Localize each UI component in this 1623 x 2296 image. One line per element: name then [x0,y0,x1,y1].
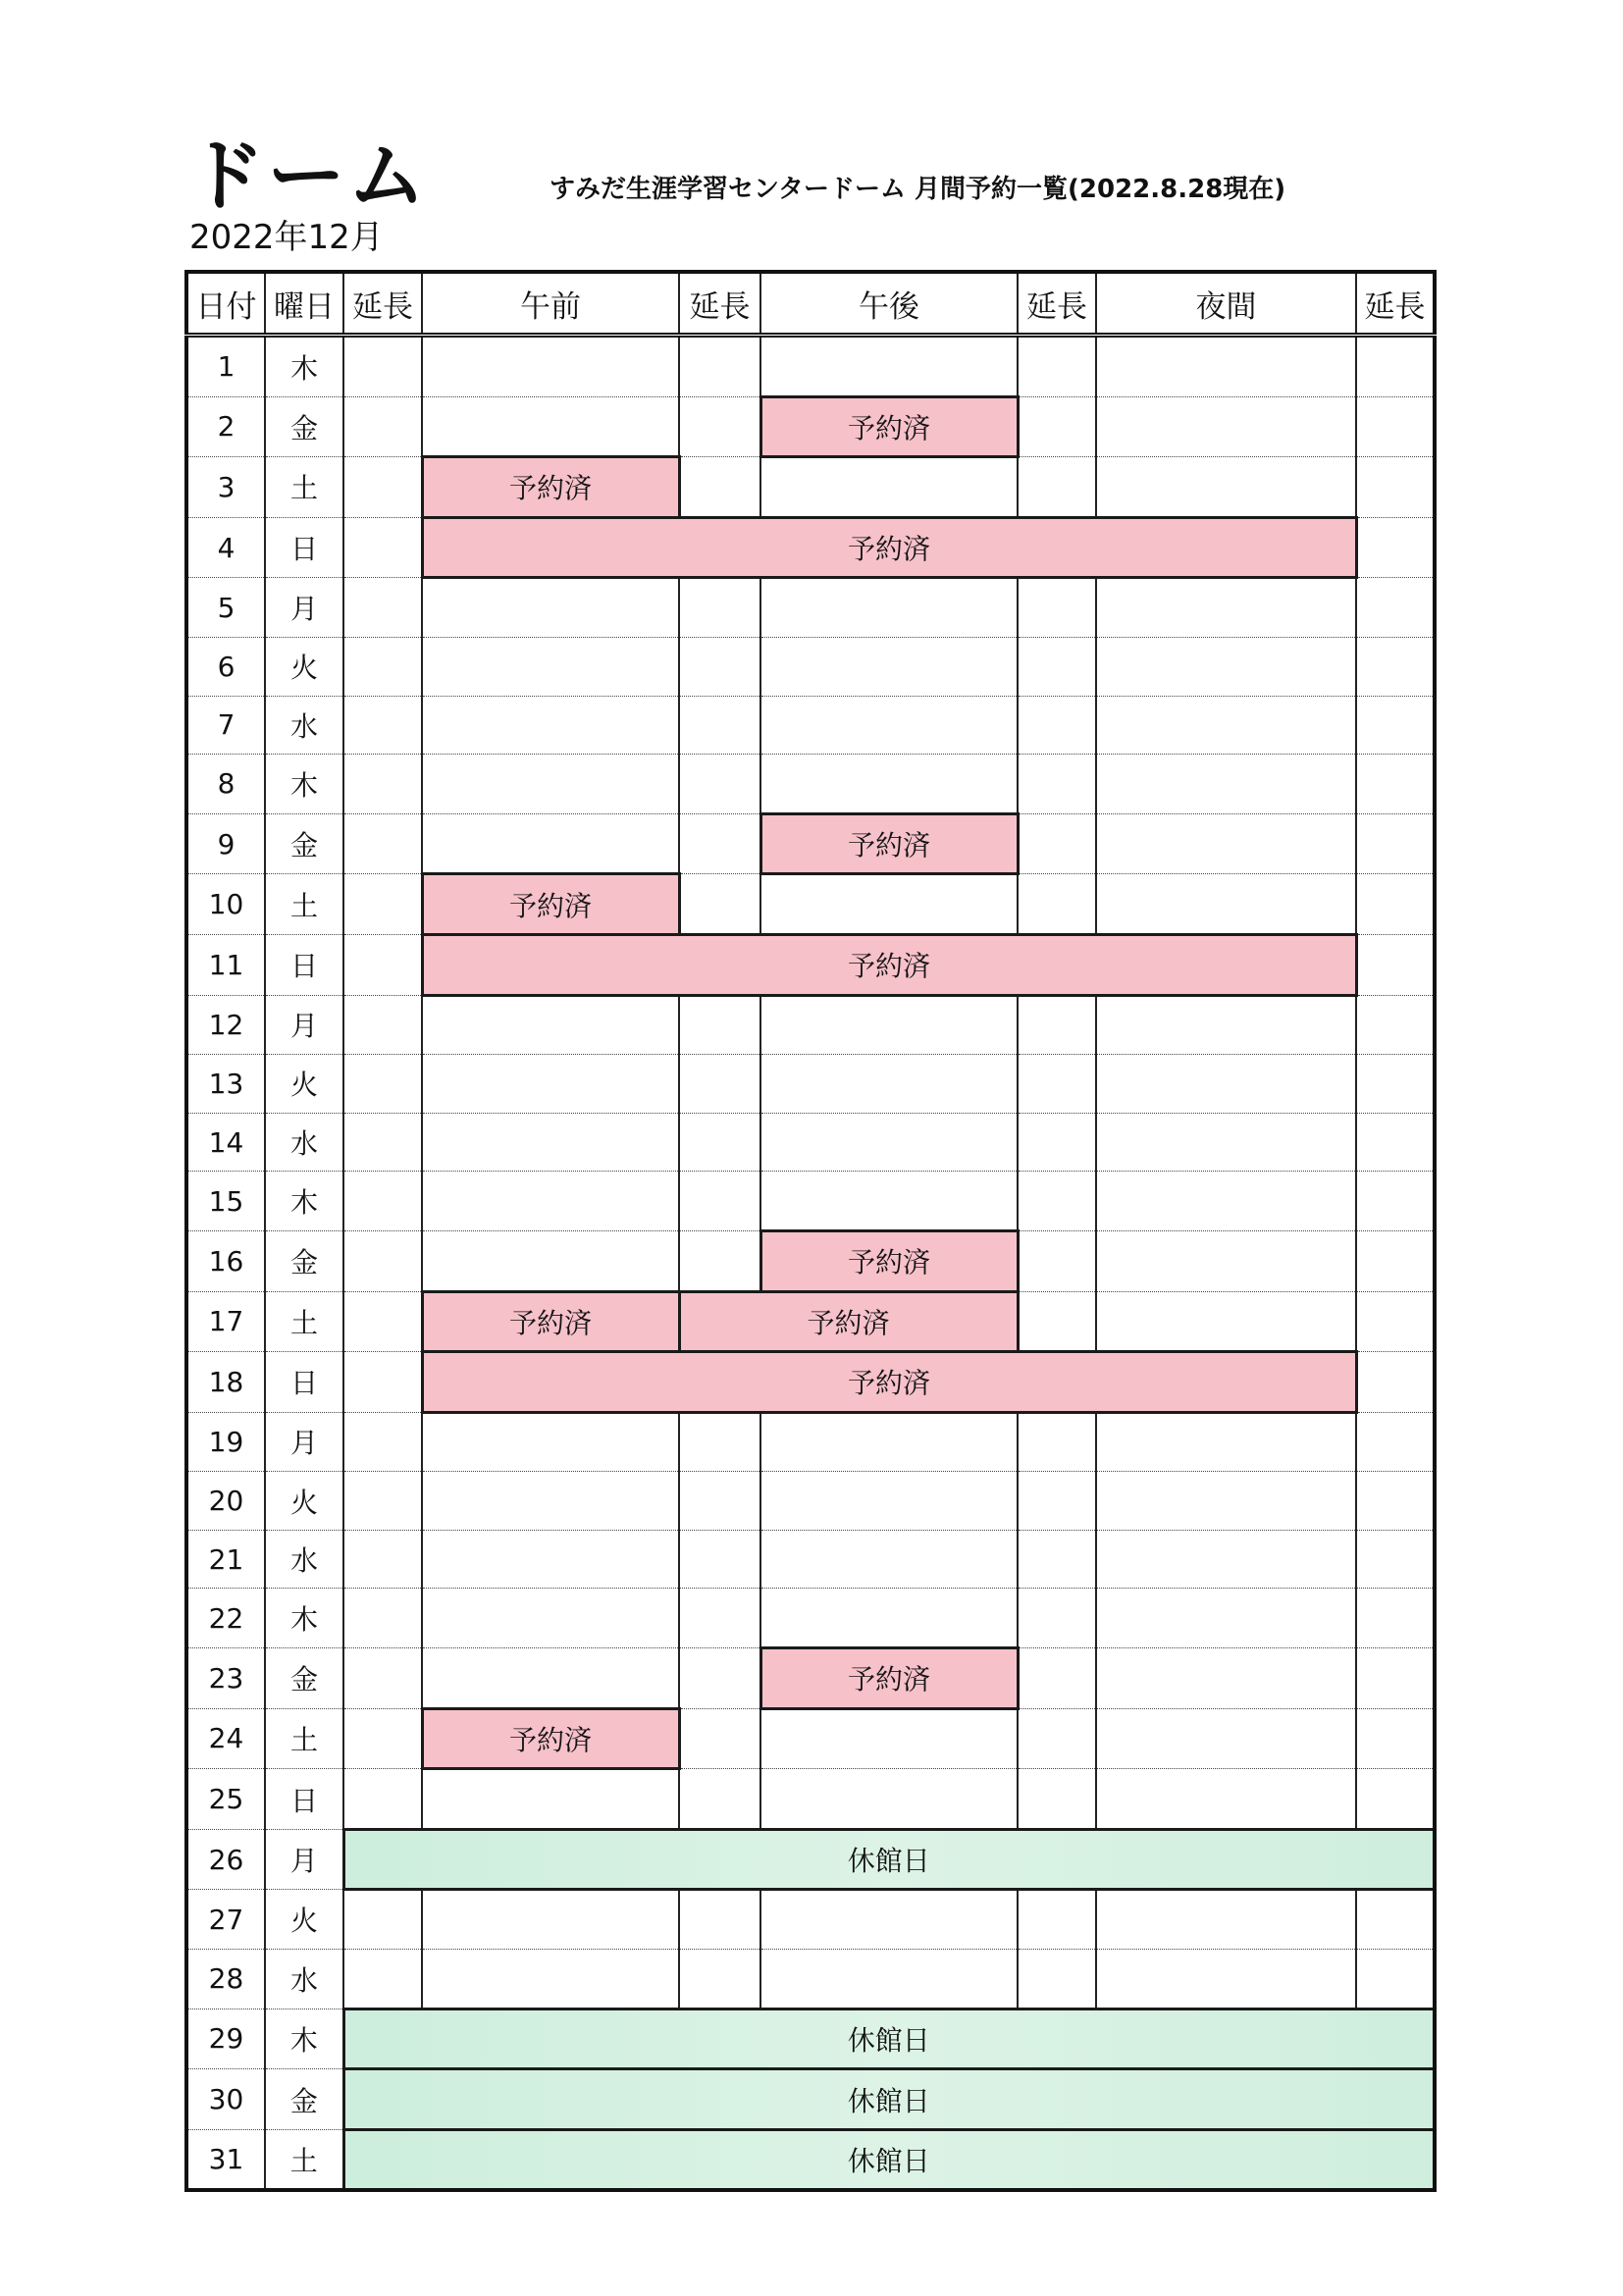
slot-extension-1 [343,578,422,638]
reservation-block: 予約済 [422,874,679,935]
reservation-block: 予約済 [422,517,1356,578]
table-row [186,578,1435,638]
slot-extension-3 [1018,995,1096,1055]
reservation-block: 予約済 [760,1648,1018,1709]
slot-night [1096,1648,1356,1709]
table-row [186,1113,1435,1172]
slot-extension-4 [1356,457,1435,518]
slot-extension-3 [1018,1769,1096,1830]
slot-night [1096,1708,1356,1769]
slot-night [1096,995,1356,1055]
slot-morning [422,637,679,696]
slot-night [1096,1890,1356,1950]
slot-extension-1 [343,995,422,1055]
weekday: 土 [265,2129,343,2190]
slot-extension-1 [343,1472,422,1531]
slot-extension-3 [1018,1291,1096,1352]
slot-extension-4 [1356,1890,1435,1950]
table-row [186,1230,1435,1291]
weekday: 水 [265,1950,343,2009]
slot-extension-2 [679,336,760,397]
slot-extension-2 [679,1530,760,1589]
slot-afternoon [760,336,1018,397]
table-row [186,995,1435,1055]
slot-night [1096,578,1356,638]
slot-extension-2 [679,813,760,874]
slot-extension-1 [343,1055,422,1114]
slot-morning [422,1172,679,1231]
weekday: 水 [265,1530,343,1589]
day-number: 20 [186,1472,265,1531]
slot-extension-3 [1018,1055,1096,1114]
slot-extension-4 [1356,1230,1435,1291]
slot-extension-1 [343,1172,422,1231]
day-number: 5 [186,578,265,638]
weekday: 水 [265,1113,343,1172]
table-row [186,1769,1435,1830]
table-row [186,1890,1435,1950]
slot-extension-3 [1018,1113,1096,1172]
slot-morning [422,1950,679,2009]
table-row [186,1950,1435,2009]
slot-afternoon [760,995,1018,1055]
slot-afternoon [760,1055,1018,1114]
slot-extension-3 [1018,1412,1096,1472]
slot-morning [422,1113,679,1172]
slot-extension-2 [679,1648,760,1709]
slot-extension-1 [343,1950,422,2009]
slot-morning [422,1055,679,1114]
day-number: 8 [186,755,265,814]
slot-extension-2 [679,1055,760,1114]
weekday: 木 [265,755,343,814]
weekday: 土 [265,1291,343,1352]
table-row [186,1648,1435,1709]
slot-extension-4 [1356,874,1435,935]
slot-extension-1 [343,396,422,457]
slot-extension-2 [679,396,760,457]
slot-extension-1 [343,637,422,696]
slot-afternoon [760,1589,1018,1648]
weekday: 木 [265,1172,343,1231]
slot-extension-4 [1356,1055,1435,1114]
table-row [186,813,1435,874]
col-header-extension-1: 延長 [343,272,422,336]
slot-extension-4 [1356,755,1435,814]
day-number: 1 [186,336,265,397]
slot-night [1096,1412,1356,1472]
slot-extension-4 [1356,336,1435,397]
table-row [186,1352,1435,1413]
slot-night [1096,696,1356,755]
day-number: 9 [186,813,265,874]
table-row [186,2129,1435,2190]
col-header-afternoon: 午後 [760,272,1018,336]
slot-morning [422,995,679,1055]
weekday: 火 [265,1472,343,1531]
weekday: 水 [265,696,343,755]
slot-morning [422,1890,679,1950]
table-row [186,1055,1435,1114]
slot-extension-2 [679,457,760,518]
slot-extension-3 [1018,1589,1096,1648]
slot-extension-3 [1018,813,1096,874]
table-row [186,755,1435,814]
weekday: 月 [265,578,343,638]
reservation-block: 予約済 [422,1708,679,1769]
slot-extension-1 [343,934,422,995]
slot-extension-3 [1018,396,1096,457]
slot-extension-1 [343,1890,422,1950]
slot-night [1096,1472,1356,1531]
slot-extension-2 [679,995,760,1055]
slot-extension-3 [1018,457,1096,518]
weekday: 火 [265,637,343,696]
reservation-block: 予約済 [760,396,1018,457]
day-number: 21 [186,1530,265,1589]
slot-extension-2 [679,696,760,755]
slot-extension-3 [1018,696,1096,755]
day-number: 19 [186,1412,265,1472]
slot-afternoon [760,1172,1018,1231]
slot-extension-4 [1356,934,1435,995]
slot-extension-3 [1018,336,1096,397]
weekday: 火 [265,1890,343,1950]
slot-extension-1 [343,1769,422,1830]
slot-extension-2 [679,1769,760,1830]
slot-night [1096,1172,1356,1231]
day-number: 7 [186,696,265,755]
table-row [186,396,1435,457]
table-body [186,336,1435,2191]
weekday: 金 [265,1648,343,1709]
day-number: 13 [186,1055,265,1114]
table-row [186,1472,1435,1531]
slot-extension-1 [343,696,422,755]
slot-night [1096,336,1356,397]
table-row [186,1291,1435,1352]
slot-extension-2 [679,1589,760,1648]
slot-night [1096,1113,1356,1172]
col-header-morning: 午前 [422,272,679,336]
day-number: 10 [186,874,265,935]
slot-extension-1 [343,755,422,814]
slot-night [1096,1530,1356,1589]
table-row [186,517,1435,578]
slot-extension-4 [1356,637,1435,696]
day-number: 31 [186,2129,265,2190]
slot-extension-1 [343,1648,422,1709]
table-row [186,2069,1435,2130]
slot-extension-4 [1356,1530,1435,1589]
slot-afternoon [760,755,1018,814]
slot-night [1096,1230,1356,1291]
weekday: 日 [265,1352,343,1413]
weekday: 日 [265,1769,343,1830]
slot-night [1096,637,1356,696]
slot-extension-2 [679,755,760,814]
slot-extension-4 [1356,696,1435,755]
reservation-block: 予約済 [422,457,679,518]
day-number: 22 [186,1589,265,1648]
slot-afternoon [760,1530,1018,1589]
slot-extension-4 [1356,517,1435,578]
table-row [186,874,1435,935]
slot-extension-4 [1356,1172,1435,1231]
table-row [186,1829,1435,1890]
reservation-block: 予約済 [422,1352,1356,1413]
reservation-block: 予約済 [422,1291,679,1352]
slot-night [1096,396,1356,457]
slot-extension-1 [343,517,422,578]
slot-extension-4 [1356,1412,1435,1472]
weekday: 木 [265,336,343,397]
slot-extension-1 [343,1352,422,1413]
slot-extension-4 [1356,578,1435,638]
col-header-weekday: 曜日 [265,272,343,336]
day-number: 24 [186,1708,265,1769]
slot-extension-3 [1018,1472,1096,1531]
slot-morning [422,396,679,457]
col-header-extension-4: 延長 [1356,272,1435,336]
slot-afternoon [760,637,1018,696]
day-number: 26 [186,1829,265,1890]
slot-night [1096,1769,1356,1830]
slot-extension-4 [1356,813,1435,874]
slot-extension-4 [1356,396,1435,457]
slot-extension-4 [1356,1708,1435,1769]
slot-extension-1 [343,457,422,518]
slot-extension-2 [679,637,760,696]
table-row [186,934,1435,995]
slot-extension-4 [1356,1291,1435,1352]
slot-extension-3 [1018,1890,1096,1950]
day-number: 11 [186,934,265,995]
slot-extension-1 [343,1291,422,1352]
slot-extension-2 [679,1172,760,1231]
slot-extension-1 [343,1230,422,1291]
slot-morning [422,813,679,874]
slot-extension-1 [343,813,422,874]
weekday: 土 [265,1708,343,1769]
slot-extension-3 [1018,874,1096,935]
slot-extension-2 [679,1230,760,1291]
slot-extension-4 [1356,1352,1435,1413]
closed-day-block: 休館日 [343,2129,1435,2190]
slot-night [1096,1055,1356,1114]
weekday: 日 [265,517,343,578]
slot-extension-1 [343,1113,422,1172]
slot-extension-2 [679,1412,760,1472]
slot-afternoon [760,696,1018,755]
table-row [186,637,1435,696]
slot-extension-4 [1356,1589,1435,1648]
slot-extension-4 [1356,1648,1435,1709]
slot-extension-3 [1018,1230,1096,1291]
weekday: 金 [265,396,343,457]
day-number: 6 [186,637,265,696]
slot-afternoon [760,874,1018,935]
slot-night [1096,813,1356,874]
slot-extension-3 [1018,1172,1096,1231]
table-row [186,1172,1435,1231]
day-number: 23 [186,1648,265,1709]
closed-day-block: 休館日 [343,2009,1435,2069]
weekday: 月 [265,1412,343,1472]
slot-morning [422,1769,679,1830]
table-row [186,1530,1435,1589]
day-number: 17 [186,1291,265,1352]
slot-night [1096,1291,1356,1352]
weekday: 土 [265,457,343,518]
slot-night [1096,755,1356,814]
slot-extension-1 [343,1530,422,1589]
slot-extension-4 [1356,995,1435,1055]
weekday: 日 [265,934,343,995]
slot-extension-1 [343,874,422,935]
document-title: すみだ生涯学習センタードーム 月間予約一覧(2022.8.28現在) [550,175,1286,204]
table-row [186,2009,1435,2069]
slot-extension-1 [343,1589,422,1648]
reservation-block: 予約済 [760,813,1018,874]
slot-morning [422,755,679,814]
slot-extension-3 [1018,1530,1096,1589]
col-header-date: 日付 [186,272,265,336]
closed-day-block: 休館日 [343,2069,1435,2130]
slot-afternoon [760,1950,1018,2009]
slot-extension-4 [1356,1950,1435,2009]
slot-extension-1 [343,1412,422,1472]
slot-extension-2 [679,874,760,935]
slot-extension-2 [679,1113,760,1172]
slot-night [1096,1589,1356,1648]
day-number: 15 [186,1172,265,1231]
slot-extension-2 [679,1708,760,1769]
slot-extension-3 [1018,1950,1096,2009]
slot-afternoon [760,1769,1018,1830]
slot-morning [422,1530,679,1589]
reservation-block: 予約済 [679,1291,1018,1352]
slot-extension-4 [1356,1769,1435,1830]
day-number: 12 [186,995,265,1055]
day-number: 27 [186,1890,265,1950]
day-number: 30 [186,2069,265,2130]
slot-extension-4 [1356,1113,1435,1172]
table-row [186,336,1435,397]
slot-extension-2 [679,578,760,638]
slot-afternoon [760,1708,1018,1769]
slot-afternoon [760,457,1018,518]
slot-afternoon [760,578,1018,638]
slot-extension-2 [679,1472,760,1531]
reservation-table [184,270,1437,2192]
slot-extension-2 [679,1890,760,1950]
day-number: 16 [186,1230,265,1291]
slot-morning [422,1589,679,1648]
slot-extension-3 [1018,755,1096,814]
slot-morning [422,1472,679,1531]
slot-extension-2 [679,1950,760,2009]
weekday: 土 [265,874,343,935]
slot-morning [422,696,679,755]
day-number: 4 [186,517,265,578]
slot-night [1096,1950,1356,2009]
closed-day-block: 休館日 [343,1829,1435,1890]
slot-morning [422,1412,679,1472]
day-number: 25 [186,1769,265,1830]
slot-night [1096,457,1356,518]
header-row [186,272,1435,336]
day-number: 18 [186,1352,265,1413]
table-row [186,696,1435,755]
day-number: 3 [186,457,265,518]
col-header-extension-2: 延長 [679,272,760,336]
slot-morning [422,1648,679,1709]
table-row [186,1412,1435,1472]
slot-morning [422,336,679,397]
reservation-block: 予約済 [760,1230,1018,1291]
slot-night [1096,874,1356,935]
table-row [186,457,1435,518]
slot-morning [422,578,679,638]
slot-morning [422,1230,679,1291]
day-number: 14 [186,1113,265,1172]
day-number: 29 [186,2009,265,2069]
slot-afternoon [760,1113,1018,1172]
weekday: 木 [265,1589,343,1648]
slot-extension-3 [1018,637,1096,696]
weekday: 金 [265,813,343,874]
slot-afternoon [760,1412,1018,1472]
weekday: 月 [265,995,343,1055]
slot-extension-3 [1018,1708,1096,1769]
weekday: 金 [265,1230,343,1291]
weekday: 金 [265,2069,343,2130]
day-number: 28 [186,1950,265,2009]
reservation-block: 予約済 [422,934,1356,995]
table-row [186,1589,1435,1648]
facility-title: ドーム [186,130,428,222]
slot-afternoon [760,1890,1018,1950]
slot-afternoon [760,1472,1018,1531]
table-row [186,1708,1435,1769]
weekday: 月 [265,1829,343,1890]
slot-extension-1 [343,1708,422,1769]
slot-extension-4 [1356,1472,1435,1531]
slot-extension-3 [1018,578,1096,638]
col-header-extension-3: 延長 [1018,272,1096,336]
day-number: 2 [186,396,265,457]
weekday: 火 [265,1055,343,1114]
col-header-night: 夜間 [1096,272,1356,336]
slot-extension-1 [343,336,422,397]
slot-extension-3 [1018,1648,1096,1709]
month-label: 2022年12月 [189,218,384,257]
weekday: 木 [265,2009,343,2069]
